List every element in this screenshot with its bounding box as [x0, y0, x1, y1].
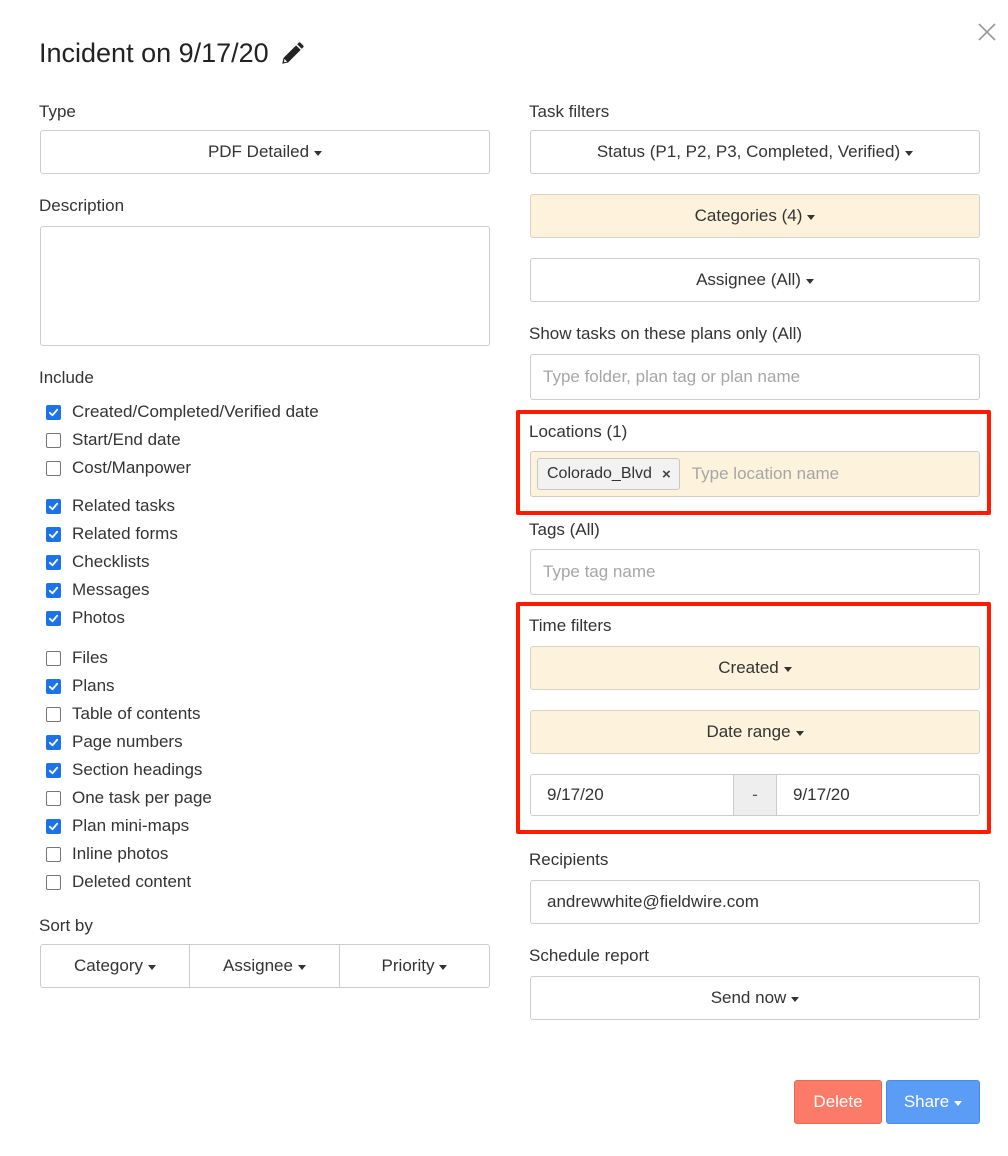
sort-by-label: Sort by — [39, 916, 93, 935]
locations-input[interactable] — [530, 451, 980, 497]
sort-assignee-button[interactable] — [189, 944, 340, 988]
include-option-label: Related forms — [72, 524, 178, 543]
check-icon — [48, 585, 59, 596]
caret-down-icon — [954, 1101, 962, 1106]
caret-down-icon — [807, 215, 815, 220]
include-option-label: Section headings — [72, 760, 203, 779]
check-icon — [48, 407, 59, 418]
tags-label: Tags (All) — [529, 520, 600, 539]
sort-priority-label: Priority — [381, 956, 435, 975]
check-icon — [48, 765, 59, 776]
tags-input[interactable] — [530, 549, 980, 595]
location-token — [537, 458, 680, 490]
caret-down-icon — [314, 151, 322, 156]
include-option[interactable] — [46, 552, 149, 572]
pencil-icon[interactable] — [279, 41, 305, 67]
checkbox-checked[interactable] — [46, 763, 61, 778]
share-button[interactable] — [886, 1080, 980, 1124]
caret-down-icon — [791, 997, 799, 1002]
caret-down-icon — [784, 667, 792, 672]
include-option-label: Table of contents — [72, 704, 201, 723]
include-option-label: Files — [72, 648, 108, 667]
check-icon — [48, 681, 59, 692]
include-option-label: One task per page — [72, 788, 212, 807]
include-option[interactable] — [46, 648, 108, 668]
include-option[interactable] — [46, 760, 202, 780]
date-to-input[interactable]: 9/17/20 — [777, 775, 979, 815]
caret-down-icon — [796, 731, 804, 736]
checkbox-checked[interactable] — [46, 735, 61, 750]
include-option-label: Photos — [72, 608, 125, 627]
location-token-label: Colorado_Blvd — [547, 465, 652, 482]
created-label: Created — [718, 658, 779, 677]
include-option[interactable] — [46, 496, 175, 516]
checkbox-checked[interactable] — [46, 499, 61, 514]
include-option-label: Deleted content — [72, 872, 192, 891]
include-option[interactable] — [46, 402, 319, 422]
categories-dropdown[interactable] — [530, 194, 980, 238]
recipients-input[interactable] — [530, 880, 980, 924]
recipients-label: Recipients — [529, 850, 609, 869]
check-icon — [48, 737, 59, 748]
include-option[interactable] — [46, 458, 191, 478]
include-option-label: Checklists — [72, 552, 150, 571]
checkbox-unchecked[interactable] — [46, 791, 61, 806]
dialog-title — [39, 38, 305, 69]
checkbox-unchecked[interactable] — [46, 433, 61, 448]
sort-category-button[interactable] — [40, 944, 190, 988]
plans-filter-label: Show tasks on these plans only (All) — [529, 324, 803, 343]
task-filters-label: Task filters — [529, 102, 610, 121]
date-separator: - — [733, 775, 777, 815]
plans-filter-input[interactable] — [530, 354, 980, 400]
include-option[interactable] — [46, 704, 201, 724]
include-option[interactable] — [46, 788, 212, 808]
include-option-label: Start/End date — [72, 430, 181, 449]
include-option[interactable] — [46, 732, 183, 752]
delete-button[interactable] — [794, 1080, 882, 1124]
check-icon — [48, 821, 59, 832]
type-label: Type — [39, 102, 76, 121]
delete-label: Delete — [813, 1092, 863, 1111]
locations-placeholder: Type location name — [691, 464, 840, 483]
checkbox-checked[interactable] — [46, 555, 61, 570]
include-option[interactable] — [46, 580, 149, 600]
created-dropdown[interactable] — [530, 646, 980, 690]
date-range-inputs — [530, 774, 980, 816]
plans-filter-placeholder: Type folder, plan tag or plan name — [543, 367, 801, 386]
locations-label: Locations (1) — [529, 422, 628, 441]
include-option-label: Messages — [72, 580, 150, 599]
checkbox-checked[interactable] — [46, 583, 61, 598]
include-option-label: Related tasks — [72, 496, 175, 515]
checkbox-unchecked[interactable] — [46, 847, 61, 862]
close-icon[interactable] — [975, 20, 999, 44]
caret-down-icon — [439, 965, 447, 970]
date-range-dropdown[interactable] — [530, 710, 980, 754]
checkbox-unchecked[interactable] — [46, 461, 61, 476]
check-icon — [48, 557, 59, 568]
checkbox-checked[interactable] — [46, 819, 61, 834]
date-from-input[interactable]: 9/17/20 — [531, 775, 733, 815]
include-option-label: Page numbers — [72, 732, 183, 751]
check-icon — [48, 501, 59, 512]
sort-priority-button[interactable] — [339, 944, 490, 988]
schedule-report-label: Schedule report — [529, 946, 650, 965]
include-option-label: Plans — [72, 676, 115, 695]
include-label: Include — [39, 368, 94, 387]
include-option-label: Cost/Manpower — [72, 458, 192, 477]
status-label: Status (P1, P2, P3, Completed, Verified) — [596, 142, 901, 161]
include-option[interactable] — [46, 524, 178, 544]
check-icon — [48, 529, 59, 540]
include-option[interactable] — [46, 676, 115, 696]
include-option[interactable] — [46, 872, 191, 892]
checkbox-checked[interactable] — [46, 527, 61, 542]
caret-down-icon — [806, 279, 814, 284]
include-option[interactable] — [46, 608, 125, 628]
caret-down-icon — [298, 965, 306, 970]
description-textarea[interactable] — [40, 226, 490, 346]
include-option-label: Created/Completed/Verified date — [72, 402, 319, 421]
date-range-label: Date range — [706, 722, 791, 741]
caret-down-icon — [148, 965, 156, 970]
remove-token-icon[interactable]: × — [661, 465, 671, 483]
include-option-label: Plan mini-maps — [72, 816, 190, 835]
status-dropdown[interactable] — [530, 130, 980, 174]
share-label: Share — [903, 1092, 950, 1111]
caret-down-icon — [905, 151, 913, 156]
assignee-dropdown[interactable] — [530, 258, 980, 302]
include-option-label: Inline photos — [72, 844, 169, 863]
categories-label: Categories (4) — [694, 206, 803, 225]
description-label: Description — [39, 196, 125, 215]
checkbox-unchecked[interactable] — [46, 651, 61, 666]
checkbox-checked[interactable] — [46, 405, 61, 420]
assignee-label: Assignee (All) — [696, 270, 801, 289]
include-option[interactable] — [46, 816, 189, 836]
include-option[interactable] — [46, 430, 181, 450]
check-icon — [48, 613, 59, 624]
include-option[interactable] — [46, 844, 168, 864]
checkbox-unchecked[interactable] — [46, 707, 61, 722]
title-text: Incident on 9/17/20 — [39, 38, 269, 68]
time-filters-label: Time filters — [529, 616, 612, 635]
sort-assignee-label: Assignee — [223, 956, 293, 975]
type-value: PDF Detailed — [207, 142, 310, 161]
tags-placeholder: Type tag name — [543, 562, 656, 581]
checkbox-checked[interactable] — [46, 679, 61, 694]
schedule-dropdown[interactable] — [530, 976, 980, 1020]
type-dropdown[interactable] — [40, 130, 490, 174]
recipients-value: andrewwhite@fieldwire.com — [547, 892, 759, 911]
checkbox-unchecked[interactable] — [46, 875, 61, 890]
checkbox-checked[interactable] — [46, 611, 61, 626]
schedule-label: Send now — [710, 988, 787, 1007]
sort-category-label: Category — [74, 956, 143, 975]
